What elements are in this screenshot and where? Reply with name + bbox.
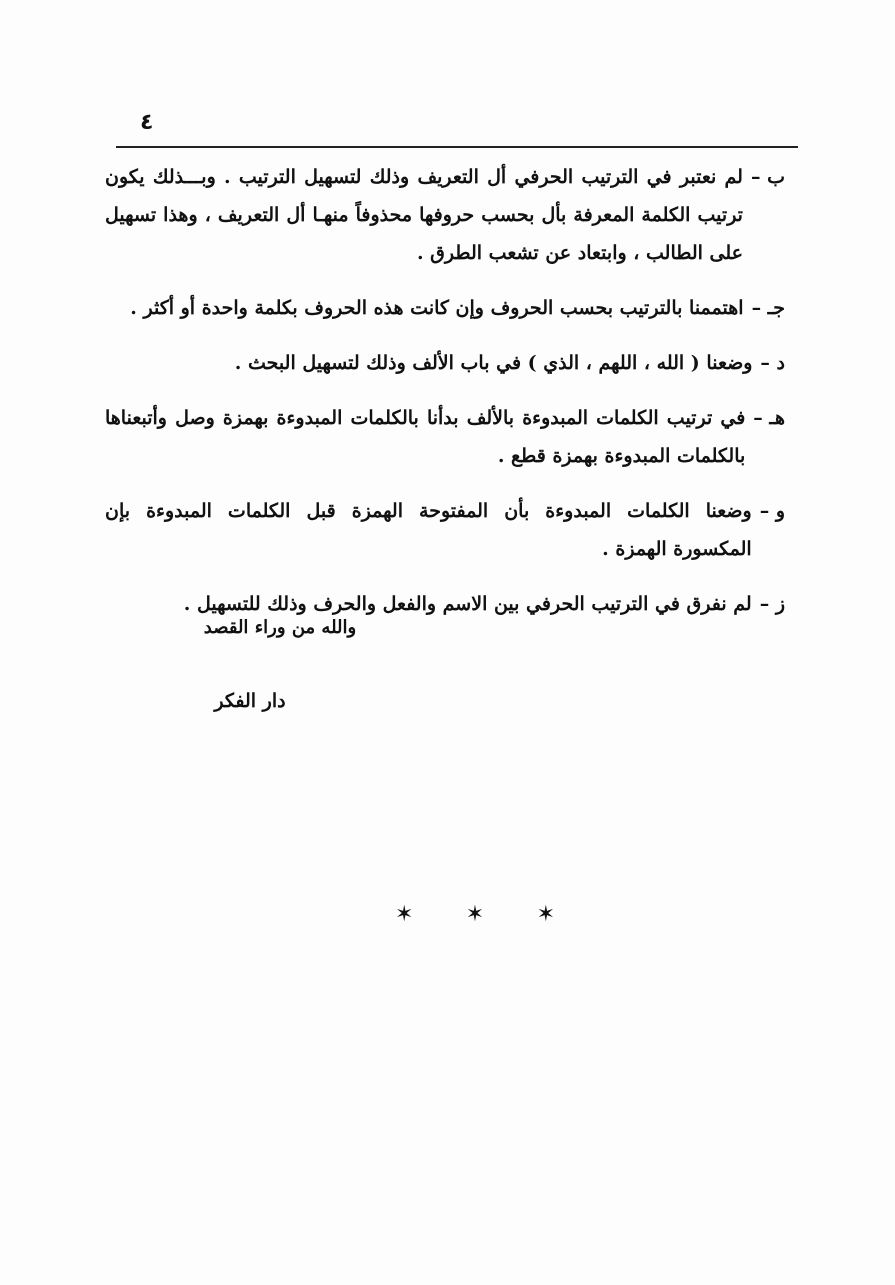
item-letter: ب – xyxy=(750,166,785,188)
header-rule xyxy=(116,146,798,148)
section-end-ornament xyxy=(395,900,555,930)
list-item xyxy=(105,492,785,568)
item-text: في ترتيب الكلمات المبدوءة بالألف بدأنا بالكلمات المبدوءة بهمزة وصل وأتبعناها بالكلمات المبدوءة بهمزة قطع . xyxy=(105,407,746,467)
list-item xyxy=(105,344,785,382)
publisher-signature: دار الفكر xyxy=(214,690,286,712)
item-letter: د – xyxy=(760,352,785,374)
item-letter: ز – xyxy=(759,593,785,615)
list-item xyxy=(105,289,785,327)
item-letter: جـ – xyxy=(751,297,785,319)
item-text: اهتممنا بالترتيب بحسب الحروف وإن كانت هذه الحروف بكلمة واحدة أو أكثر . xyxy=(130,297,744,319)
item-text: وضعنا الكلمات المبدوءة بأن المفتوحة الهمزة قبل الكلمات المبدوءة بإن المكسورة الهمزة . xyxy=(105,500,752,560)
star-icon: ✶ xyxy=(536,902,555,927)
item-text: لم نفرق في الترتيب الحرفي بين الاسم والفعل والحرف وذلك للتسهيل . xyxy=(183,593,752,615)
item-letter: هـ – xyxy=(753,407,785,429)
item-text: لم نعتبر في الترتيب الحرفي أل التعريف وذلك لتسهيل الترتيب . وبـــذلك يكون ترتيب الكلمة المعرفة بأل بحسب حروفها محذوفاً منهـا أل التعريف ، وهذا تسهيل على الطالب ، وابتعاد عن تشعب الطرق . xyxy=(105,166,743,264)
star-icon: ✶ xyxy=(465,902,485,927)
item-text: وضعنا ( الله ، اللهم ، الذي ) في باب الألف وذلك لتسهيل البحث . xyxy=(234,352,753,374)
list-item xyxy=(105,399,785,475)
star-icon: ✶ xyxy=(395,902,414,927)
list-item xyxy=(105,158,785,272)
closing-prayer: والله من وراء القصد xyxy=(203,617,357,638)
item-letter: و – xyxy=(759,500,785,522)
notes-list xyxy=(105,158,785,640)
page-number: ٤ xyxy=(140,110,154,135)
